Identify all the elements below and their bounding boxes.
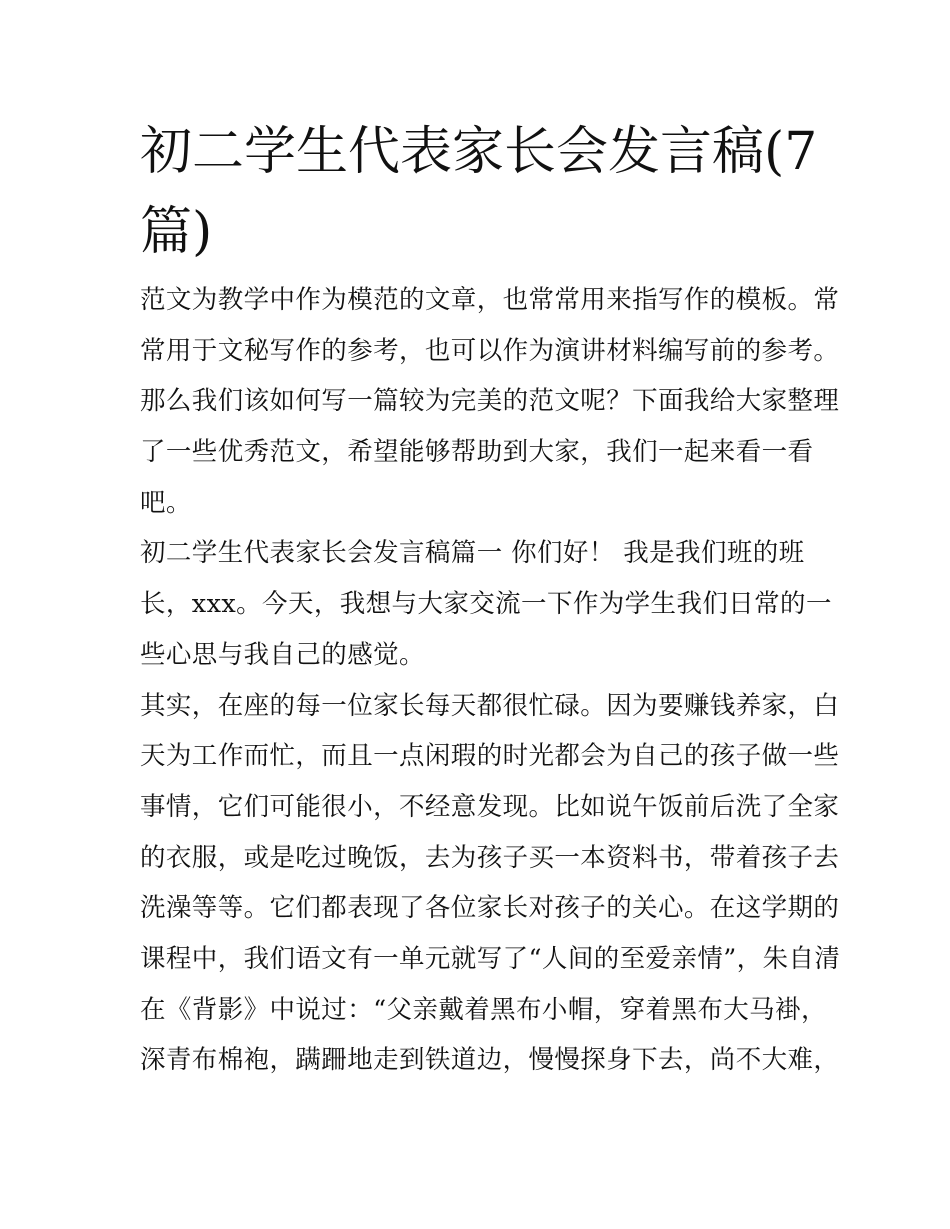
text-line: 范文为教学中作为模范的文章，也常常用来指写作的模板。常 — [140, 285, 840, 315]
text-line: 初二学生代表家长会发言稿篇一 你们好！ 我是我们班的班 — [140, 538, 805, 569]
text-line: 其实，在座的每一位家长每天都很忙碌。因为要赚钱养家，白 — [140, 690, 840, 721]
text-line: 深青布棉袍，蹒跚地走到铁道边，慢慢探身下去，尚不大难， — [140, 1045, 840, 1076]
text-line: 的衣服，或是吃过晚饭，去为孩子买一本资料书，带着孩子去 — [140, 842, 840, 873]
document-body — [140, 282, 841, 1093]
text-line: 些心思与我自己的感觉。 — [140, 639, 425, 670]
document-title — [140, 112, 840, 272]
title-line: 初二学生代表家长会发言稿(7 — [140, 122, 818, 182]
text-line: 课程中，我们语文有一单元就写了“人间的至爱亲情”，朱自清 — [140, 943, 841, 974]
text-line: 事情，它们可能很小，不经意发现。比如说午饭前后洗了全家 — [140, 791, 840, 822]
text-line: 常用于文秘写作的参考，也可以作为演讲材料编写前的参考。 — [140, 335, 840, 366]
text-line: 洗澡等等。它们都表现了各位家长对孩子的关心。在这学期的 — [140, 893, 840, 924]
text-line: 在《背影》中说过：“父亲戴着黑布小帽，穿着黑布大马褂， — [140, 994, 827, 1025]
text-line: 吧。 — [140, 487, 192, 518]
title-line: 篇) — [140, 202, 213, 262]
text-line: 那么我们该如何写一篇较为完美的范文呢？下面我给大家整理 — [140, 386, 840, 417]
text-line: 天为工作而忙，而且一点闲瑕的时光都会为自己的孩子做一些 — [140, 741, 840, 772]
text-line: 长，xxx。今天，我想与大家交流一下作为学生我们日常的一 — [140, 589, 832, 620]
text-line: 了一些优秀范文，希望能够帮助到大家，我们一起来看一看 — [140, 437, 814, 468]
